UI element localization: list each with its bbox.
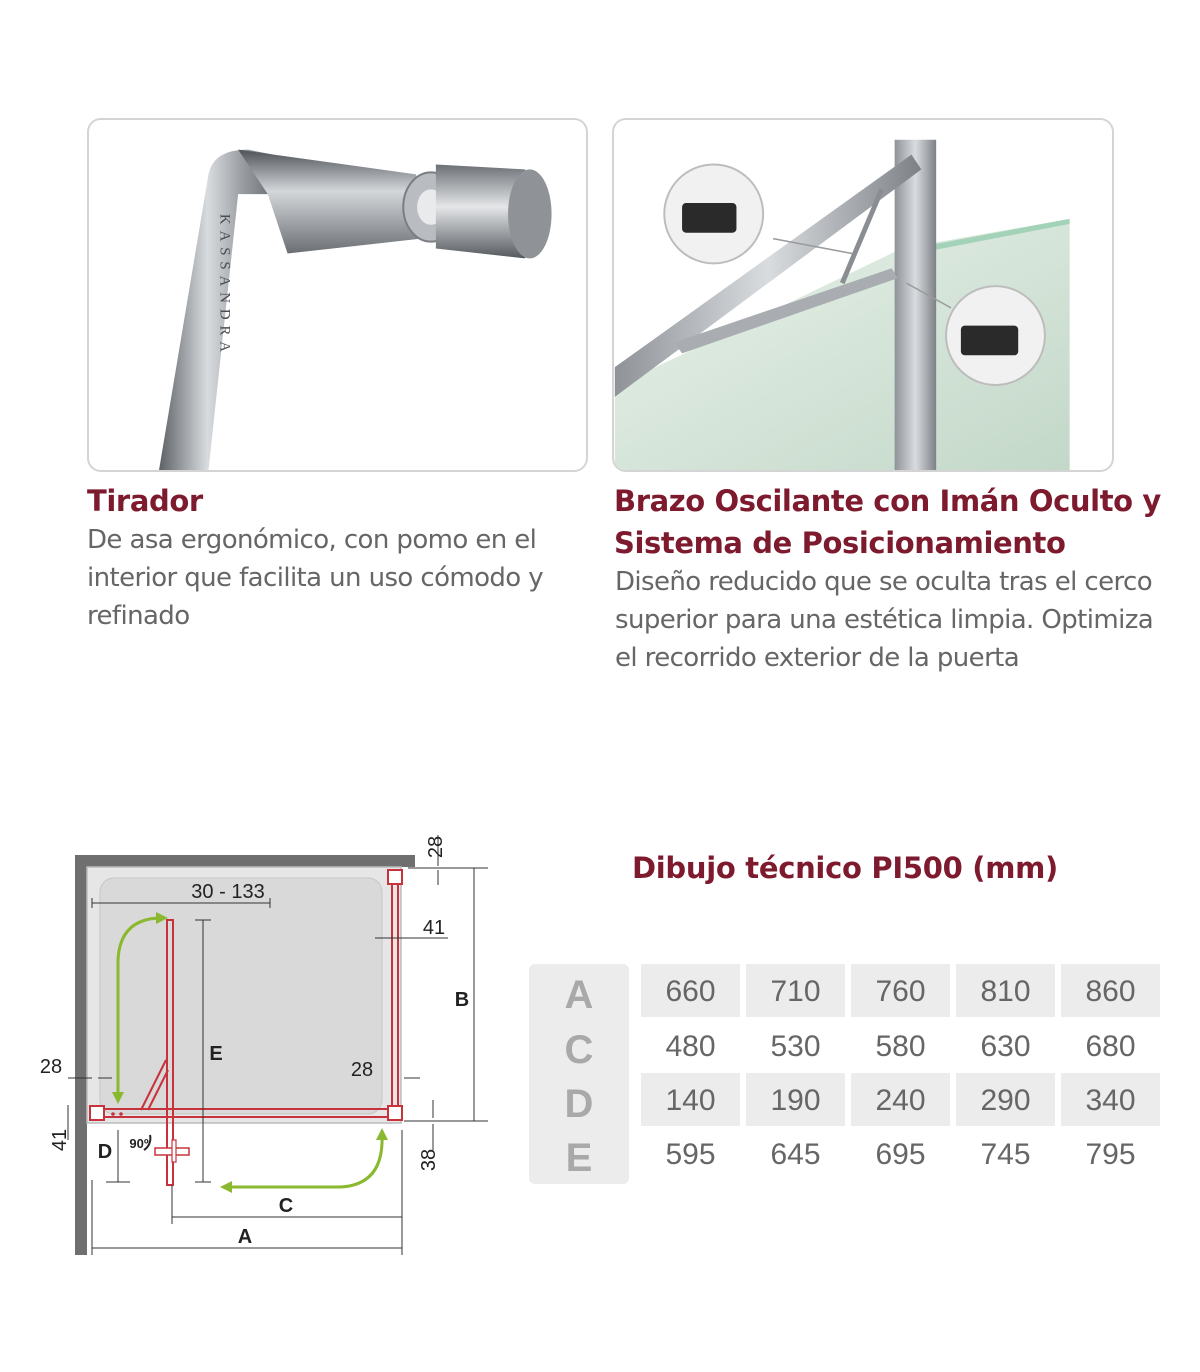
corner-post-top-right: [388, 870, 402, 884]
table-cell: 760: [851, 964, 950, 1017]
table-cell: 710: [746, 964, 845, 1017]
corner-post-left: [90, 1106, 104, 1120]
table-cell: 530: [770, 1030, 821, 1063]
corner-post-bottom-right: [388, 1106, 402, 1120]
handle-engraving: KASSANDRA: [216, 213, 233, 358]
feature-text-handle: De asa ergonómico, con pomo en el interior que facilita un uso cómodo y refinado: [87, 525, 544, 631]
table-cell: 660: [641, 964, 740, 1017]
dim-label-bottom-38: 38: [418, 1148, 440, 1172]
table-cell: 630: [980, 1030, 1031, 1063]
row-label-a: A: [564, 973, 594, 1017]
table-cell: 745: [980, 1138, 1031, 1171]
feature-text-swing-arm: Diseño reducido que se oculta tras el cerco superior para una estética limpia. Optimiza el recorrido exterior de la puerta: [615, 567, 1154, 673]
row-label-e: E: [565, 1136, 593, 1180]
tray-surface: [100, 878, 382, 1114]
dim-label-inner-28: 28: [350, 1059, 374, 1081]
dim-label-left-41: 41: [49, 1128, 71, 1152]
table-title: Dibujo técnico PI500 (mm): [631, 851, 1058, 885]
dim-label-left-28: 28: [40, 1056, 63, 1078]
opening-arrow-outer: [228, 1135, 382, 1187]
table-cell: 810: [956, 964, 1055, 1017]
dimension-table: [529, 964, 1169, 1184]
table-cell: 645: [770, 1138, 821, 1171]
table-cell: 580: [875, 1030, 926, 1063]
table-cell: 340: [1061, 1073, 1160, 1126]
row-label-d: D: [564, 1082, 594, 1126]
table-cell: 860: [1061, 964, 1160, 1017]
technical-drawing: [40, 825, 510, 1265]
table-cell: 290: [956, 1073, 1055, 1126]
dim-label-c: C: [278, 1195, 294, 1217]
angle-label: 90º: [129, 1136, 149, 1151]
table-cell: 140: [641, 1073, 740, 1126]
table-cell: 190: [746, 1073, 845, 1126]
dim-label-e: E: [209, 1043, 223, 1065]
dim-label-top-range: 30 - 133: [191, 881, 265, 903]
dim-label-a: A: [237, 1226, 253, 1248]
table-cell: 695: [875, 1138, 926, 1171]
wall-left: [75, 855, 87, 1255]
dim-label-right-41: 41: [422, 917, 446, 939]
dim-label-top-28: 28: [425, 835, 447, 859]
dim-label-b: B: [454, 989, 470, 1011]
swing-arm-image-card: [612, 118, 1114, 472]
dim-label-d: D: [97, 1141, 113, 1163]
table-cell: 480: [665, 1030, 716, 1063]
table-cell: 795: [1085, 1138, 1136, 1171]
feature-title-handle: Tirador: [87, 484, 203, 518]
swing-arm-photo: [614, 120, 1112, 470]
wall-top: [75, 855, 415, 867]
handle-photo: [89, 120, 586, 470]
table-cell: 240: [851, 1073, 950, 1126]
table-cell: 680: [1085, 1030, 1136, 1063]
feature-title-swing-arm: Brazo Oscilante con Imán Oculto y Sistema de Posicionamiento: [614, 484, 1161, 560]
table-cell: 595: [665, 1138, 716, 1171]
row-label-c: C: [564, 1028, 594, 1072]
handle-image-card: [87, 118, 588, 472]
